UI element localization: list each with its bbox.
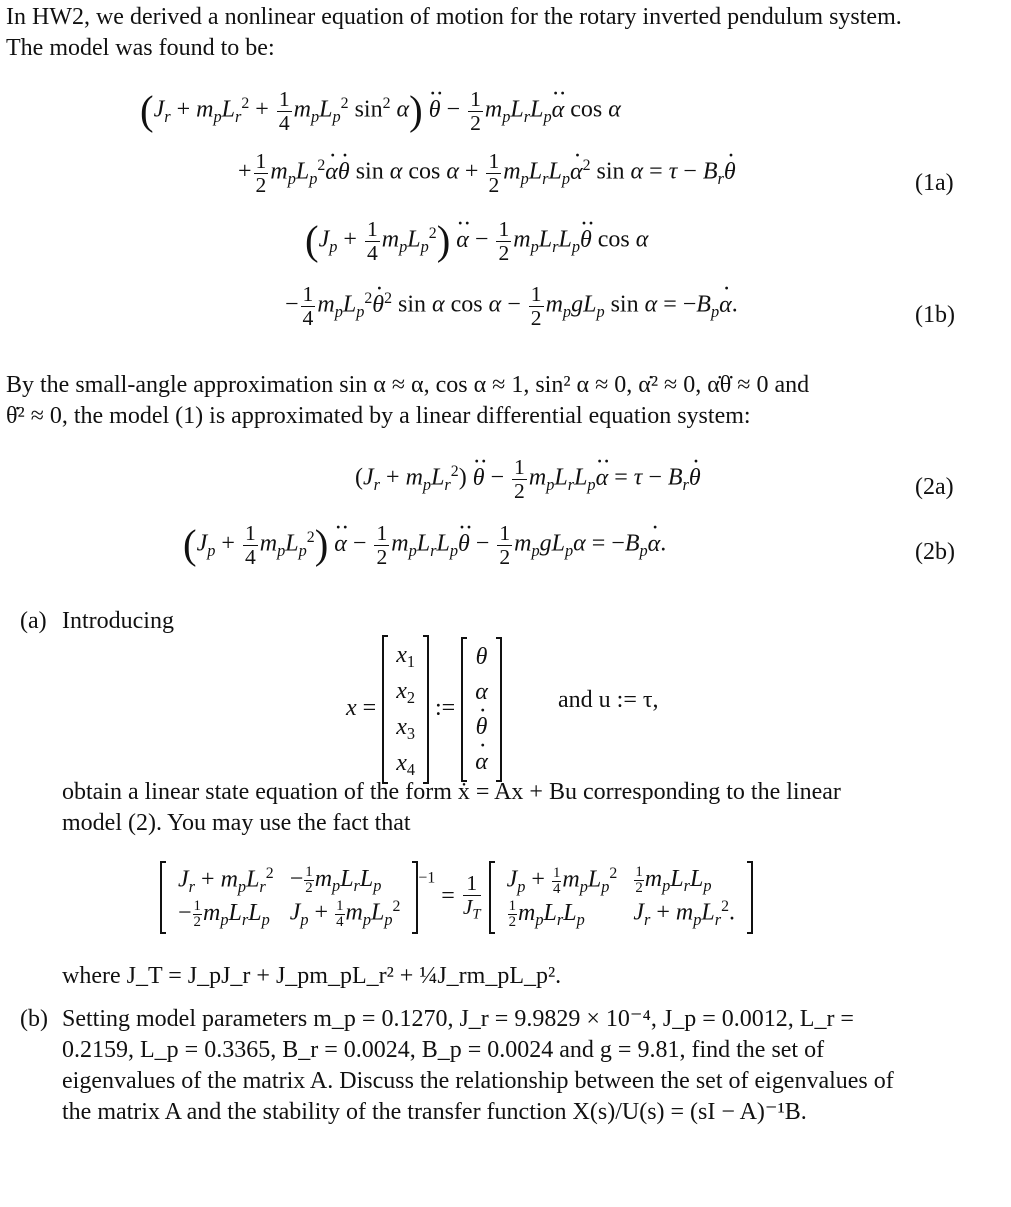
and-u-definition: and u := τ, [558, 687, 659, 713]
state-vector-angles: θ α · θ · α [461, 638, 502, 781]
inverse-matrix: $J_p$ + $\frac{1}{4}$ $m_pL_p^2$ $\frac{1}{2}$ $m_pL_rL_p$ $\frac{1}{2}$ $m_pL_rL_p$ $J_r + m_pL_r^2$. [489, 862, 753, 933]
equation-2b: ($J_p$ + $\frac{1}{4}$ $m_pL_p^2) \cdot\cdot \alpha$ − $\frac{1}{2}$ $m_pL_rL_p\cdot\cdot \theta$ − $\frac{1}{2}$ $m_pgL_p\alpha = -B_p\cdot \alpha$. [183, 518, 666, 571]
part-b-line-3: eigenvalues of the matrix A. Discuss the relationship between the set of eigenvalues of [62, 1068, 894, 1094]
equation-2a: $(J_r + m_pL_r^2) \cdot\cdot \theta$ − $\frac{1}{2}$ $m_pL_rL_p\cdot\cdot \alpha = \tau - B_r\cdot \theta$ [355, 456, 701, 502]
part-a-line-2: model (2). You may use the fact that [62, 810, 411, 836]
inertia-matrix: $J_r + m_pL_r^2$ − $\frac{1}{2}$ $m_pL_rL_p$ − $\frac{1}{2}$ $m_pL_rL_p$ $J_p$ + $\frac{1}{4}$ $m_pL_p^2$ [160, 862, 418, 933]
equation-label-1a: (1a) [915, 170, 954, 196]
intro-line-2: The model was found to be: [6, 35, 275, 61]
approx-line-2: θ̇² ≈ 0, the model (1) is approximated by a linear differential equation system: [6, 403, 751, 429]
intro-line-1: In HW2, we derived a nonlinear equation of motion for the rotary inverted pendulum system. [6, 4, 902, 30]
part-a-label: (a) [20, 608, 47, 634]
state-vector-x: $x_1$ $x_2$ $x_3$ $x_4$ [382, 636, 429, 783]
equation-label-2b: (2b) [915, 539, 955, 565]
part-a-intro: Introducing [62, 608, 174, 634]
equation-1b-line-1: ($J_p$ + $\frac{1}{4}$ $m_pL_p^2) \cdot\cdot \alpha$ − $\frac{1}{2}$ $m_pL_rL_p\cdot\cdot \theta$ cos α [305, 214, 648, 267]
part-b-line-1: Setting model parameters m_p = 0.1270, J_r = 9.9829 × 10⁻⁴, J_p = 0.0012, L_r = [62, 1006, 854, 1032]
part-b-line-4: the matrix A and the stability of the transfer function X(s)/U(s) = (sI − A)⁻¹B. [62, 1099, 807, 1125]
equation-label-1b: (1b) [915, 302, 955, 328]
equation-1b-line-2: − $\frac{1}{4}$ $m_pL_p^2\cdot \theta^2$ sin α cos α − $\frac{1}{2}$ $m_pgL_p$ $\sin \alpha = -B_p\cdot \alpha$. [285, 283, 738, 329]
part-a-where: where J_T = J_pJ_r + J_pm_pL_r² + ¼J_rm_pL_p². [62, 963, 562, 989]
equation-1a-line-1: ($J_r + m_pL_r^2$ + $\frac{1}{4}$ $m_pL_p^2$ $\sin^2 \alpha) \cdot\cdot \theta$ − $\frac{1}{2}$ $m_pL_rL_p\cdot\cdot \alpha$ cos α [140, 84, 621, 137]
matrix-inverse-identity: $J_r + m_pL_r^2$ − $\frac{1}{2}$ $m_pL_rL_p$ − $\frac{1}{2}$ $m_pL_rL_p$ $J_p$ + $\frac{1}{4}$ $m_pL_p^2$ $^{-1}$ = $\frac{1}{J_T}$ $J_p$ + $\frac{1}{4}$ $m_pL_p^2$ $\frac{1}{2}$ $m_pL_rL_p$ $\frac{1}{2}$ $m_pL_rL_p$ $J_r + m_pL_r^2$. [160, 862, 753, 933]
equation-label-2a: (2a) [915, 474, 954, 500]
approx-line-1: By the small-angle approximation sin α ≈ α, cos α ≈ 1, sin² α ≈ 0, α̇² ≈ 0, α̇θ̇ ≈ 0 and [6, 372, 810, 398]
equation-1a-line-2: + $\frac{1}{2}$ $m_pL_p^2\cdot \alpha\cdot \theta$ sin α cos α + $\frac{1}{2}$ $m_pL_rL_p\cdot \alpha^2$ $\sin \alpha = \tau - B_r\cdot \theta$ [238, 150, 736, 196]
state-vector-definition: x = $x_1$ $x_2$ $x_3$ $x_4$ := θ α · θ · α [346, 636, 502, 783]
part-b-line-2: 0.2159, L_p = 0.3365, B_r = 0.0024, B_p = 0.0024 and g = 9.81, find the set of [62, 1037, 825, 1063]
part-a-line-1: obtain a linear state equation of the form ẋ = Ax + Bu corresponding to the linear [62, 779, 841, 805]
part-b-label: (b) [20, 1006, 48, 1032]
